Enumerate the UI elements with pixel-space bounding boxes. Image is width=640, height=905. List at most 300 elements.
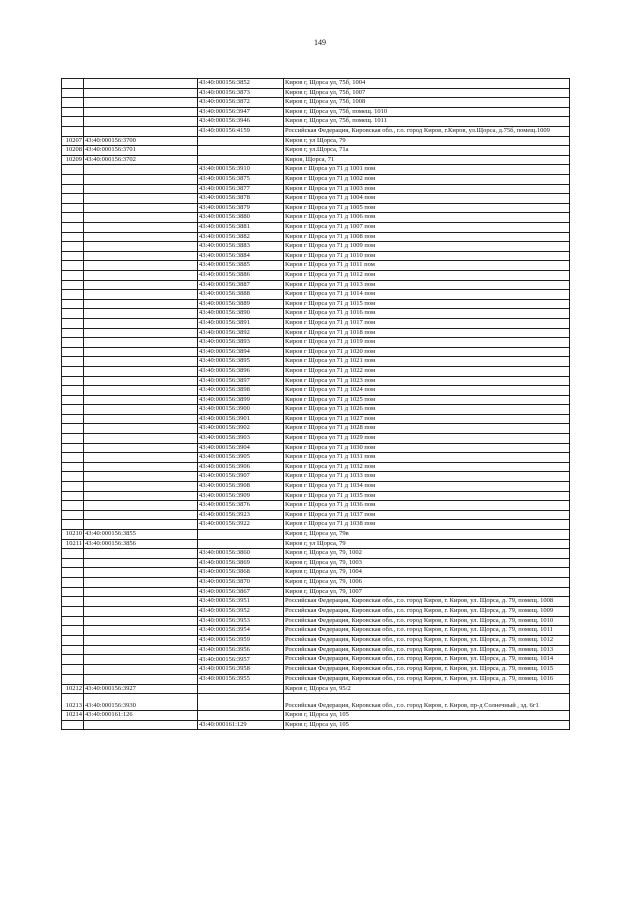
table-row: [62, 261, 570, 271]
premises-cadastral-cell: 43:40:000156:3879: [198, 203, 284, 213]
premises-cadastral-cell: 43:40:000156:3954: [198, 626, 284, 636]
premises-cadastral-cell: [198, 711, 284, 721]
parcel-cadastral-cell: [84, 280, 198, 290]
address-cell: Киров г Щорса ул 71 д 1032 пом: [284, 462, 570, 472]
table-row: [62, 366, 570, 376]
row-number-cell: 10214: [62, 711, 84, 721]
table-row: [62, 539, 570, 549]
address-cell: Киров, Щорса, 71: [284, 155, 570, 165]
parcel-cadastral-cell: 43:40:000156:3701: [84, 146, 198, 156]
premises-cadastral-cell: 43:40:000156:3902: [198, 424, 284, 434]
parcel-cadastral-cell: [84, 98, 198, 108]
parcel-cadastral-cell: [84, 720, 198, 730]
row-number-cell: [62, 309, 84, 319]
parcel-cadastral-cell: 43:40:000156:3700: [84, 136, 198, 146]
address-cell: Российская Федерация, Кировская обл., г.о. город Киров, г. Киров, ул. Щорса, д. 79, помещ. 1010: [284, 616, 570, 626]
parcel-cadastral-cell: [84, 674, 198, 684]
table-row: [62, 635, 570, 645]
row-number-cell: [62, 720, 84, 730]
row-number-cell: [62, 203, 84, 213]
premises-cadastral-cell: 43:40:000156:3872: [198, 98, 284, 108]
row-number-cell: [62, 213, 84, 223]
table-row: [62, 414, 570, 424]
parcel-cadastral-cell: [84, 558, 198, 568]
table-row: [62, 395, 570, 405]
address-cell: Киров г Щорса ул 71 д 1034 пом: [284, 482, 570, 492]
premises-cadastral-cell: 43:40:000156:3901: [198, 414, 284, 424]
table-row: [62, 568, 570, 578]
row-number-cell: 10213: [62, 694, 84, 711]
table-row: [62, 443, 570, 453]
address-cell: Киров г Щорса ул 71 д 1036 пом: [284, 501, 570, 511]
parcel-cadastral-cell: [84, 251, 198, 261]
row-number-cell: [62, 674, 84, 684]
row-number-cell: [62, 568, 84, 578]
parcel-cadastral-cell: [84, 395, 198, 405]
premises-cadastral-cell: 43:40:000156:3892: [198, 328, 284, 338]
parcel-cadastral-cell: [84, 357, 198, 367]
address-cell: Киров г Щорса ул 71 д 1017 пом: [284, 318, 570, 328]
premises-cadastral-cell: 43:40:000156:3904: [198, 443, 284, 453]
premises-cadastral-cell: 43:40:000156:3894: [198, 347, 284, 357]
premises-cadastral-cell: 43:40:000156:3890: [198, 309, 284, 319]
premises-cadastral-cell: 43:40:000156:3923: [198, 510, 284, 520]
address-cell: Киров г Щорса ул 71 д 1022 пом: [284, 366, 570, 376]
address-cell: Киров г Щорса ул 71 д 1009 пом: [284, 242, 570, 252]
address-cell: Киров г Щорса ул 71 д 1002 пом: [284, 175, 570, 185]
premises-cadastral-cell: 43:40:000156:3877: [198, 184, 284, 194]
parcel-cadastral-cell: [84, 655, 198, 665]
premises-cadastral-cell: 43:40:000156:3869: [198, 558, 284, 568]
table-row: [62, 558, 570, 568]
address-cell: Киров г, Щорса ул, 95/2: [284, 684, 570, 694]
address-cell: Российская Федерация, Кировская обл., г.о. город Киров, г. Киров, ул. Щорса, д. 79, помещ. 1016: [284, 674, 570, 684]
premises-cadastral-cell: 43:40:000156:3908: [198, 482, 284, 492]
address-cell: Киров г Щорса ул 71 д 1031 пом: [284, 453, 570, 463]
parcel-cadastral-cell: [84, 232, 198, 242]
premises-cadastral-cell: 43:40:000156:3951: [198, 597, 284, 607]
table-row: [62, 107, 570, 117]
table-row: [62, 146, 570, 156]
address-cell: Российская Федерация, Кировская обл., г.о. город Киров, г. Киров, ул. Щорса, д. 79, помещ. 1013: [284, 645, 570, 655]
table-row: [62, 597, 570, 607]
premises-cadastral-cell: 43:40:000156:3906: [198, 462, 284, 472]
row-number-cell: [62, 338, 84, 348]
table-row: [62, 549, 570, 559]
table-row: [62, 184, 570, 194]
address-cell: Киров г, Щорса ул, 79, 1007: [284, 587, 570, 597]
table-row: [62, 376, 570, 386]
parcel-cadastral-cell: [84, 79, 198, 89]
row-number-cell: [62, 597, 84, 607]
table-row: [62, 165, 570, 175]
parcel-cadastral-cell: [84, 366, 198, 376]
table-row: [62, 194, 570, 204]
address-cell: Киров г Щорса ул 71 д 1008 пом: [284, 232, 570, 242]
address-cell: Киров г Щорса ул 71 д 1020 пом: [284, 347, 570, 357]
table-row: [62, 328, 570, 338]
address-cell: Киров г, ул.Щорса, 71а: [284, 146, 570, 156]
premises-cadastral-cell: 43:40:000156:3888: [198, 290, 284, 300]
table-row: [62, 318, 570, 328]
address-cell: Киров г Щорса ул 71 д 1001 пом: [284, 165, 570, 175]
row-number-cell: [62, 290, 84, 300]
row-number-cell: [62, 175, 84, 185]
parcel-cadastral-cell: [84, 117, 198, 127]
parcel-cadastral-cell: 43:40:000156:3702: [84, 155, 198, 165]
table-row: [62, 386, 570, 396]
parcel-cadastral-cell: [84, 414, 198, 424]
parcel-cadastral-cell: [84, 309, 198, 319]
row-number-cell: [62, 184, 84, 194]
table-row: [62, 491, 570, 501]
address-cell: Российская Федерация, Кировская обл., г.о. город Киров, г. Киров, ул. Щорса, д. 79, помещ. 1008: [284, 597, 570, 607]
parcel-cadastral-cell: [84, 318, 198, 328]
address-cell: Киров г Щорса ул 71 д 1004 пом: [284, 194, 570, 204]
parcel-cadastral-cell: 43:40:000156:3930: [84, 694, 198, 711]
table-row: [62, 98, 570, 108]
row-number-cell: [62, 395, 84, 405]
parcel-cadastral-cell: [84, 472, 198, 482]
premises-cadastral-cell: 43:40:000156:3947: [198, 107, 284, 117]
table-row: [62, 213, 570, 223]
parcel-cadastral-cell: [84, 213, 198, 223]
address-cell: Киров г, Щорса ул, 105: [284, 720, 570, 730]
row-number-cell: 10212: [62, 684, 84, 694]
premises-cadastral-cell: 43:40:000156:3909: [198, 491, 284, 501]
row-number-cell: [62, 88, 84, 98]
parcel-cadastral-cell: [84, 338, 198, 348]
table-row: [62, 616, 570, 626]
address-cell: Киров г, ул Щорса, 79: [284, 136, 570, 146]
row-number-cell: [62, 520, 84, 530]
address-cell: Киров г, Щорса ул, 75б, помещ. 1010: [284, 107, 570, 117]
table-row: [62, 577, 570, 587]
premises-cadastral-cell: [198, 694, 284, 711]
table-row: [62, 606, 570, 616]
premises-cadastral-cell: 43:40:000156:3867: [198, 587, 284, 597]
address-cell: Российская Федерация, Кировская обл., г.о. город Киров, г. Киров, ул. Щорса, д. 79, помещ. 1014: [284, 655, 570, 665]
premises-cadastral-cell: 43:40:000156:3885: [198, 261, 284, 271]
row-number-cell: 10211: [62, 539, 84, 549]
address-cell: Киров г Щорса ул 71 д 1013 пом: [284, 280, 570, 290]
parcel-cadastral-cell: [84, 386, 198, 396]
table-row: [62, 482, 570, 492]
premises-cadastral-cell: 43:40:000156:3878: [198, 194, 284, 204]
table-row: [62, 242, 570, 252]
parcel-cadastral-cell: 43:40:000156:3856: [84, 539, 198, 549]
parcel-cadastral-cell: [84, 434, 198, 444]
premises-cadastral-cell: 43:40:000156:3907: [198, 472, 284, 482]
table-row: [62, 720, 570, 730]
premises-cadastral-cell: 43:40:000156:3896: [198, 366, 284, 376]
parcel-cadastral-cell: [84, 606, 198, 616]
premises-cadastral-cell: 43:40:000156:3958: [198, 665, 284, 675]
address-cell: Российская Федерация, Кировская обл., г.о. город Киров, г. Киров, ул. Щорса, д. 79, помещ. 1011: [284, 626, 570, 636]
address-cell: Киров г Щорса ул 71 д 1003 пом: [284, 184, 570, 194]
premises-cadastral-cell: [198, 530, 284, 540]
premises-cadastral-cell: [198, 146, 284, 156]
table-row: [62, 309, 570, 319]
row-number-cell: [62, 232, 84, 242]
premises-cadastral-cell: 43:40:000156:3889: [198, 299, 284, 309]
parcel-cadastral-cell: [84, 645, 198, 655]
table-row: [62, 674, 570, 684]
address-cell: Киров г Щорса ул 71 д 1029 пом: [284, 434, 570, 444]
address-cell: Киров г Щорса ул 71 д 1011 пом: [284, 261, 570, 271]
address-cell: Российская Федерация, Кировская обл., г.о. город Киров, г. Киров, ул. Щорса, д. 79, помещ. 1009: [284, 606, 570, 616]
row-number-cell: [62, 194, 84, 204]
parcel-cadastral-cell: [84, 299, 198, 309]
premises-cadastral-cell: 43:40:000156:3899: [198, 395, 284, 405]
table-row: [62, 357, 570, 367]
row-number-cell: [62, 328, 84, 338]
parcel-cadastral-cell: [84, 376, 198, 386]
row-number-cell: 10207: [62, 136, 84, 146]
row-number-cell: [62, 280, 84, 290]
premises-cadastral-cell: 43:40:000156:3884: [198, 251, 284, 261]
table-row: [62, 299, 570, 309]
address-cell: Киров г Щорса ул 71 д 1027 пом: [284, 414, 570, 424]
premises-cadastral-cell: 43:40:000156:3887: [198, 280, 284, 290]
table-row: [62, 530, 570, 540]
row-number-cell: [62, 587, 84, 597]
table-row: [62, 136, 570, 146]
premises-cadastral-cell: 43:40:000156:3952: [198, 606, 284, 616]
premises-cadastral-cell: 43:40:000156:3870: [198, 577, 284, 587]
address-cell: Российская Федерация, Кировская обл., г.о. город Киров, г. Киров, ул. Щорса, д. 79, помещ. 1012: [284, 635, 570, 645]
parcel-cadastral-cell: [84, 184, 198, 194]
table-row: [62, 587, 570, 597]
row-number-cell: [62, 453, 84, 463]
parcel-cadastral-cell: [84, 328, 198, 338]
row-number-cell: [62, 357, 84, 367]
table-row: [62, 280, 570, 290]
row-number-cell: [62, 223, 84, 233]
parcel-cadastral-cell: [84, 635, 198, 645]
premises-cadastral-cell: 43:40:000156:3903: [198, 434, 284, 444]
address-cell: Киров г Щорса ул 71 д 1021 пом: [284, 357, 570, 367]
premises-cadastral-cell: 43:40:000156:3953: [198, 616, 284, 626]
row-number-cell: [62, 318, 84, 328]
address-cell: Киров г, ул Щорса, 79: [284, 539, 570, 549]
table-row: [62, 462, 570, 472]
address-cell: Киров г, Щорса ул, 105: [284, 711, 570, 721]
parcel-cadastral-cell: [84, 549, 198, 559]
parcel-cadastral-cell: [84, 568, 198, 578]
row-number-cell: [62, 443, 84, 453]
parcel-cadastral-cell: [84, 443, 198, 453]
parcel-cadastral-cell: [84, 491, 198, 501]
premises-cadastral-cell: 43:40:000156:3897: [198, 376, 284, 386]
table-row: [62, 665, 570, 675]
row-number-cell: [62, 347, 84, 357]
parcel-cadastral-cell: [84, 203, 198, 213]
parcel-cadastral-cell: [84, 242, 198, 252]
premises-cadastral-cell: 43:40:000156:3875: [198, 175, 284, 185]
table-row: [62, 694, 570, 711]
address-cell: Киров г Щорса ул 71 д 1014 пом: [284, 290, 570, 300]
table-row: [62, 520, 570, 530]
premises-cadastral-cell: [198, 155, 284, 165]
table-row: [62, 501, 570, 511]
address-cell: Киров г Щорса ул 71 д 1015 пом: [284, 299, 570, 309]
premises-cadastral-cell: 43:40:000156:3922: [198, 520, 284, 530]
row-number-cell: [62, 299, 84, 309]
address-cell: Киров г Щорса ул 71 д 1026 пом: [284, 405, 570, 415]
table-row: [62, 338, 570, 348]
row-number-cell: [62, 665, 84, 675]
premises-cadastral-cell: 43:40:000156:3900: [198, 405, 284, 415]
table-row: [62, 645, 570, 655]
address-cell: Киров г Щорса ул 71 д 1024 пом: [284, 386, 570, 396]
address-cell: Киров г Щорса ул 71 д 1016 пом: [284, 309, 570, 319]
address-cell: Киров г, Щорса ул, 79, 1002: [284, 549, 570, 559]
parcel-cadastral-cell: 43:40:000156:3855: [84, 530, 198, 540]
row-number-cell: [62, 251, 84, 261]
premises-cadastral-cell: 43:40:000156:3955: [198, 674, 284, 684]
address-cell: Киров г Щорса ул 71 д 1035 пом: [284, 491, 570, 501]
address-cell: Киров г Щорса ул 71 д 1007 пом: [284, 223, 570, 233]
address-cell: Киров г Щорса ул 71 д 1028 пом: [284, 424, 570, 434]
parcel-cadastral-cell: [84, 587, 198, 597]
row-number-cell: [62, 261, 84, 271]
row-number-cell: 10208: [62, 146, 84, 156]
table-row: [62, 223, 570, 233]
premises-cadastral-cell: 43:40:000156:3883: [198, 242, 284, 252]
address-cell: Киров г Щорса ул 71 д 1030 пом: [284, 443, 570, 453]
address-cell: Киров г, Щорса ул, 75б, 1004: [284, 79, 570, 89]
premises-cadastral-cell: 43:40:000156:3881: [198, 223, 284, 233]
table-row: [62, 424, 570, 434]
row-number-cell: [62, 107, 84, 117]
parcel-cadastral-cell: [84, 424, 198, 434]
premises-cadastral-cell: 43:40:000156:3852: [198, 79, 284, 89]
row-number-cell: [62, 98, 84, 108]
premises-cadastral-cell: 43:40:000156:3891: [198, 318, 284, 328]
row-number-cell: [62, 655, 84, 665]
row-number-cell: [62, 472, 84, 482]
table-row: [62, 88, 570, 98]
parcel-cadastral-cell: [84, 165, 198, 175]
address-cell: Киров г, Щорса ул, 79в: [284, 530, 570, 540]
address-cell: Киров г, Щорса ул, 79, 1003: [284, 558, 570, 568]
premises-cadastral-cell: 43:40:000156:3886: [198, 270, 284, 280]
address-cell: Киров г Щорса ул 71 д 1005 пом: [284, 203, 570, 213]
parcel-cadastral-cell: [84, 616, 198, 626]
table-row: [62, 251, 570, 261]
premises-cadastral-cell: 43:40:000156:3860: [198, 549, 284, 559]
row-number-cell: [62, 79, 84, 89]
premises-cadastral-cell: 43:40:000156:3876: [198, 501, 284, 511]
address-cell: Киров г Щорса ул 71 д 1019 пом: [284, 338, 570, 348]
premises-cadastral-cell: 43:40:000156:3905: [198, 453, 284, 463]
row-number-cell: [62, 117, 84, 127]
address-cell: Российская Федерация, Кировская обл., г.о. город Киров, г. Киров, ул. Щорса, д. 79, помещ. 1015: [284, 665, 570, 675]
address-cell: Киров г, Щорса ул, 79, 1004: [284, 568, 570, 578]
premises-cadastral-cell: [198, 539, 284, 549]
page-number: 149: [314, 38, 326, 47]
premises-cadastral-cell: 43:40:000156:4159: [198, 126, 284, 136]
parcel-cadastral-cell: [84, 577, 198, 587]
row-number-cell: [62, 491, 84, 501]
parcel-cadastral-cell: [84, 126, 198, 136]
registry-table: [61, 78, 570, 730]
table-row: [62, 684, 570, 694]
address-cell: Киров г, Щорса ул, 79, 1006: [284, 577, 570, 587]
row-number-cell: [62, 405, 84, 415]
table-row: [62, 175, 570, 185]
parcel-cadastral-cell: [84, 194, 198, 204]
table-row: [62, 126, 570, 136]
row-number-cell: 10209: [62, 155, 84, 165]
table-row: [62, 434, 570, 444]
registry-table-body: [62, 79, 570, 730]
address-cell: Киров г Щорса ул 71 д 1025 пом: [284, 395, 570, 405]
premises-cadastral-cell: 43:40:000156:3873: [198, 88, 284, 98]
table-row: [62, 79, 570, 89]
row-number-cell: [62, 482, 84, 492]
row-number-cell: [62, 424, 84, 434]
address-cell: Киров г Щорса ул 71 д 1018 пом: [284, 328, 570, 338]
table-row: [62, 472, 570, 482]
parcel-cadastral-cell: [84, 462, 198, 472]
row-number-cell: 10210: [62, 530, 84, 540]
premises-cadastral-cell: [198, 684, 284, 694]
premises-cadastral-cell: 43:40:000156:3959: [198, 635, 284, 645]
premises-cadastral-cell: 43:40:000156:3893: [198, 338, 284, 348]
table-row: [62, 290, 570, 300]
address-cell: Киров г Щорса ул 71 д 1037 пом: [284, 510, 570, 520]
row-number-cell: [62, 366, 84, 376]
row-number-cell: [62, 577, 84, 587]
parcel-cadastral-cell: 43:40:000161:126: [84, 711, 198, 721]
parcel-cadastral-cell: [84, 175, 198, 185]
row-number-cell: [62, 165, 84, 175]
parcel-cadastral-cell: [84, 626, 198, 636]
parcel-cadastral-cell: [84, 453, 198, 463]
address-cell: Киров г Щорса ул 71 д 1023 пом: [284, 376, 570, 386]
address-cell: Киров г Щорса ул 71 д 1010 пом: [284, 251, 570, 261]
row-number-cell: [62, 462, 84, 472]
table-row: [62, 232, 570, 242]
row-number-cell: [62, 376, 84, 386]
parcel-cadastral-cell: [84, 482, 198, 492]
table-row: [62, 270, 570, 280]
parcel-cadastral-cell: [84, 510, 198, 520]
row-number-cell: [62, 434, 84, 444]
address-cell: Киров г, Щорса ул, 75б, 1008: [284, 98, 570, 108]
row-number-cell: [62, 606, 84, 616]
parcel-cadastral-cell: 43:40:000156:3927: [84, 684, 198, 694]
table-row: [62, 117, 570, 127]
row-number-cell: [62, 645, 84, 655]
row-number-cell: [62, 414, 84, 424]
premises-cadastral-cell: 43:40:000156:3868: [198, 568, 284, 578]
address-cell: Киров г, Щорса ул, 75б, 1007: [284, 88, 570, 98]
table-row: [62, 453, 570, 463]
address-cell: Российская Федерация, Кировская обл., г.о. город Киров, г. Киров, пр-д Солнечный , зд. 6г1: [284, 694, 570, 711]
premises-cadastral-cell: 43:40:000156:3946: [198, 117, 284, 127]
premises-cadastral-cell: 43:40:000156:3882: [198, 232, 284, 242]
address-cell: Киров г, Щорса ул, 75б, помещ. 1011: [284, 117, 570, 127]
table-row: [62, 347, 570, 357]
address-cell: Киров г Щорса ул 71 д 1006 пом: [284, 213, 570, 223]
parcel-cadastral-cell: [84, 107, 198, 117]
table-row: [62, 711, 570, 721]
premises-cadastral-cell: 43:40:000161:129: [198, 720, 284, 730]
premises-cadastral-cell: 43:40:000156:3898: [198, 386, 284, 396]
